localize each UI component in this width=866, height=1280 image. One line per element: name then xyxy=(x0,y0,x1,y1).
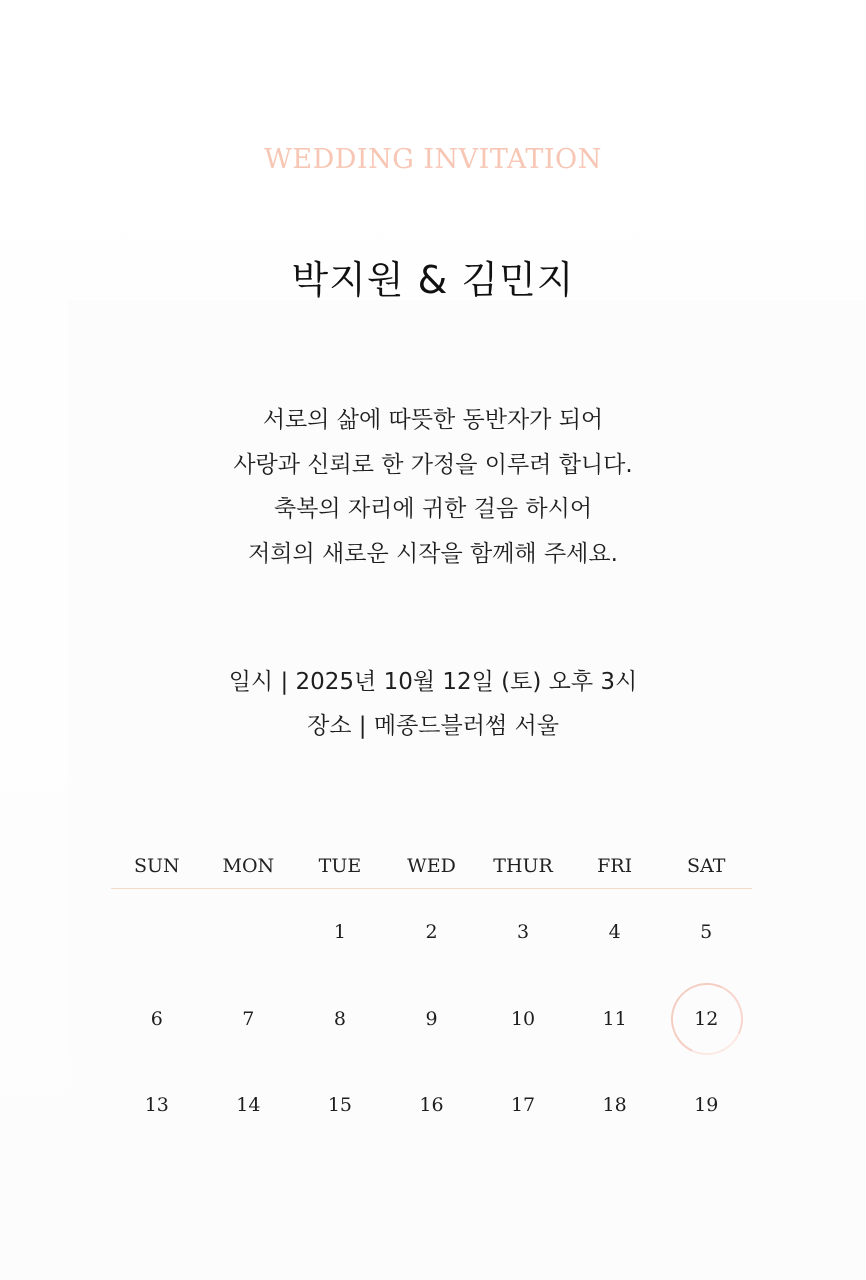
calendar-day: 7 xyxy=(242,1007,255,1030)
message-line: 서로의 삶에 따뜻한 동반자가 되어 xyxy=(262,407,604,433)
calendar-weekday-header xyxy=(111,845,752,889)
calendar-day xyxy=(203,889,295,976)
calendar xyxy=(111,845,752,1149)
calendar-week xyxy=(111,976,752,1063)
calendar-day-wedding-circled: 12 xyxy=(660,976,752,1063)
calendar-day: 2 xyxy=(425,921,438,943)
calendar-day xyxy=(111,889,203,976)
weekday-sat: SAT xyxy=(687,855,726,877)
calendar-day: 11 xyxy=(602,1007,627,1030)
calendar-day: 9 xyxy=(425,1007,438,1030)
calendar-day: 13 xyxy=(144,1094,169,1116)
weekday-thur: THUR xyxy=(493,855,553,877)
calendar-week xyxy=(111,889,752,976)
message-line: 축복의 자리에 귀한 걸음 하시어 xyxy=(273,496,593,522)
event-details xyxy=(0,660,866,748)
calendar-day: 17 xyxy=(510,1094,536,1116)
calendar-day: 15 xyxy=(327,1094,353,1116)
calendar-day: 10 xyxy=(510,1007,536,1030)
calendar-day: 8 xyxy=(333,1007,346,1030)
calendar-day: 3 xyxy=(517,921,530,943)
calendar-day: 1 xyxy=(333,921,346,943)
event-venue: 장소 | 메종드블러썸 서울 xyxy=(307,713,559,739)
calendar-day: 4 xyxy=(608,921,621,943)
weekday-sun: SUN xyxy=(133,855,180,877)
calendar-day: 19 xyxy=(694,1094,719,1116)
message-line: 사랑과 신뢰로 한 가정을 이루려 합니다. xyxy=(233,451,633,478)
invitation-title: WEDDING INVITATION xyxy=(264,144,602,175)
calendar-day: 16 xyxy=(419,1094,444,1116)
message-line: 저희의 새로운 시작을 함께해 주세요. xyxy=(248,540,618,567)
calendar-day: 18 xyxy=(602,1094,627,1116)
weekday-mon: MON xyxy=(222,855,275,877)
calendar-day: 14 xyxy=(236,1094,261,1116)
weekday-wed: WED xyxy=(407,855,456,877)
invitation-message xyxy=(0,398,866,576)
calendar-day: 6 xyxy=(150,1007,163,1030)
weekday-tue: TUE xyxy=(318,855,362,877)
couple-names: 박지원 & 김민지 xyxy=(291,258,575,302)
event-datetime: 일시 | 2025년 10월 12일 (토) 오후 3시 xyxy=(228,669,638,695)
calendar-week xyxy=(111,1062,752,1149)
weekday-fri: FRI xyxy=(597,855,633,877)
calendar-day: 5 xyxy=(700,921,713,943)
